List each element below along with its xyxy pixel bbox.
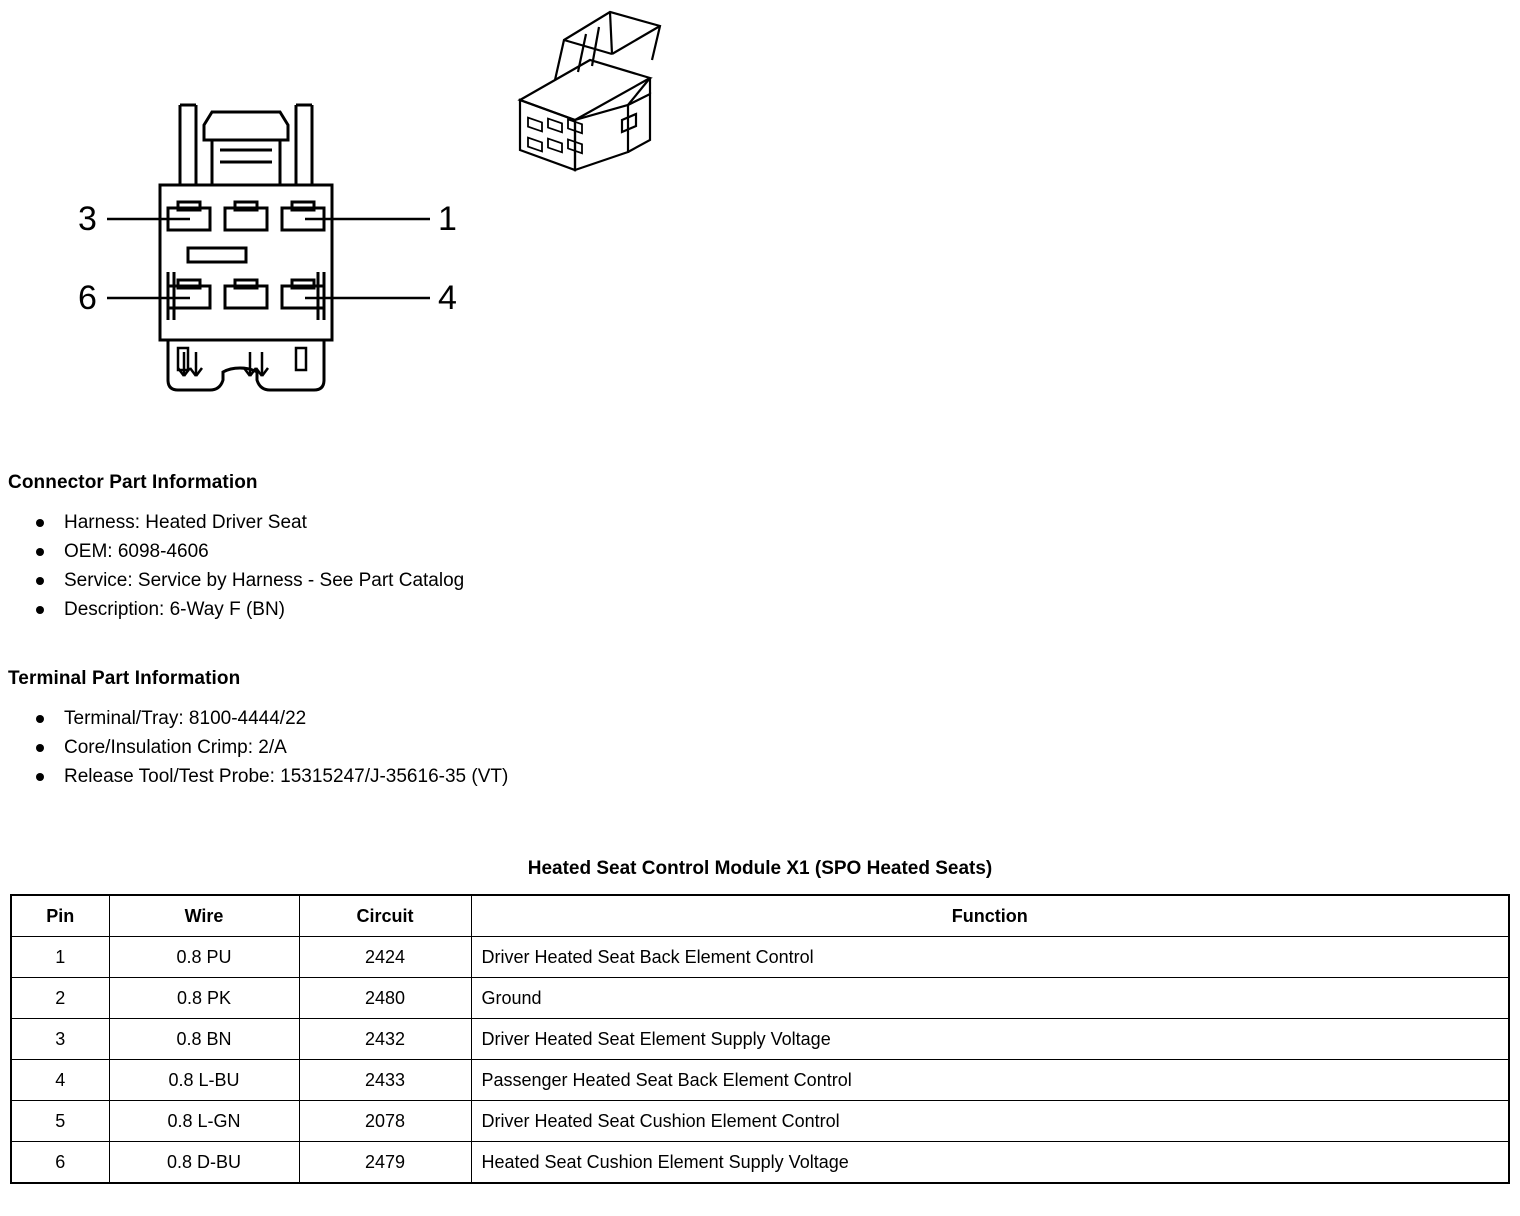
cell-wire: 0.8 L-BU — [109, 1060, 299, 1101]
column-header-wire: Wire — [109, 895, 299, 937]
cell-pin: 5 — [11, 1101, 109, 1142]
connector-diagram — [0, 0, 1520, 470]
cell-circuit: 2424 — [299, 937, 471, 978]
cell-circuit: 2078 — [299, 1101, 471, 1142]
table-header-row — [11, 895, 1509, 937]
table-row — [11, 1060, 1509, 1101]
terminal-part-information-title: Terminal Part Information — [8, 668, 241, 689]
connector-front-view — [60, 80, 480, 410]
cell-wire: 0.8 PU — [109, 937, 299, 978]
connector-part-information-section — [8, 472, 1508, 624]
callout-6: 6 — [78, 279, 97, 317]
pinout-table — [10, 894, 1510, 1184]
cell-circuit: 2480 — [299, 978, 471, 1019]
pinout-table-caption: Heated Seat Control Module X1 (SPO Heated Seats) — [527, 858, 993, 879]
cell-function: Passenger Heated Seat Back Element Control — [471, 1060, 1509, 1101]
cell-function: Driver Heated Seat Element Supply Voltage — [471, 1019, 1509, 1060]
connector-isometric-view — [500, 0, 730, 190]
cell-function: Ground — [471, 978, 1509, 1019]
list-item: Harness: Heated Driver Seat — [8, 508, 1508, 537]
cell-function: Driver Heated Seat Cushion Element Control — [471, 1101, 1509, 1142]
table-row — [11, 1019, 1509, 1060]
table-row — [11, 978, 1509, 1019]
cell-circuit: 2432 — [299, 1019, 471, 1060]
cell-wire: 0.8 L-GN — [109, 1101, 299, 1142]
cell-pin: 2 — [11, 978, 109, 1019]
table-row — [11, 1101, 1509, 1142]
cell-wire: 0.8 PK — [109, 978, 299, 1019]
terminal-part-information-section — [8, 668, 1508, 791]
column-header-circuit: Circuit — [299, 895, 471, 937]
list-item: Core/Insulation Crimp: 2/A — [8, 733, 1508, 762]
list-item: Service: Service by Harness - See Part Catalog — [8, 566, 1508, 595]
cell-pin: 1 — [11, 937, 109, 978]
table-row — [11, 937, 1509, 978]
connector-part-information-list — [8, 508, 1508, 624]
callout-4: 4 — [438, 279, 457, 317]
list-item: Terminal/Tray: 8100-4444/22 — [8, 704, 1508, 733]
cell-pin: 4 — [11, 1060, 109, 1101]
cell-circuit: 2479 — [299, 1142, 471, 1184]
connector-part-information-title: Connector Part Information — [8, 472, 258, 493]
callout-3: 3 — [78, 200, 97, 238]
terminal-part-information-list — [8, 704, 1508, 791]
cell-function: Driver Heated Seat Back Element Control — [471, 937, 1509, 978]
column-header-function: Function — [471, 895, 1509, 937]
cell-wire: 0.8 BN — [109, 1019, 299, 1060]
list-item: Release Tool/Test Probe: 15315247/J-35616-35 (VT) — [8, 762, 1508, 791]
cell-pin: 6 — [11, 1142, 109, 1184]
list-item: Description: 6-Way F (BN) — [8, 595, 1508, 624]
table-row — [11, 1142, 1509, 1184]
cell-pin: 3 — [11, 1019, 109, 1060]
list-item: OEM: 6098-4606 — [8, 537, 1508, 566]
cell-function: Heated Seat Cushion Element Supply Voltage — [471, 1142, 1509, 1184]
cell-circuit: 2433 — [299, 1060, 471, 1101]
cell-wire: 0.8 D-BU — [109, 1142, 299, 1184]
column-header-pin: Pin — [11, 895, 109, 937]
pinout-section — [0, 858, 1520, 1184]
callout-1: 1 — [438, 200, 457, 238]
